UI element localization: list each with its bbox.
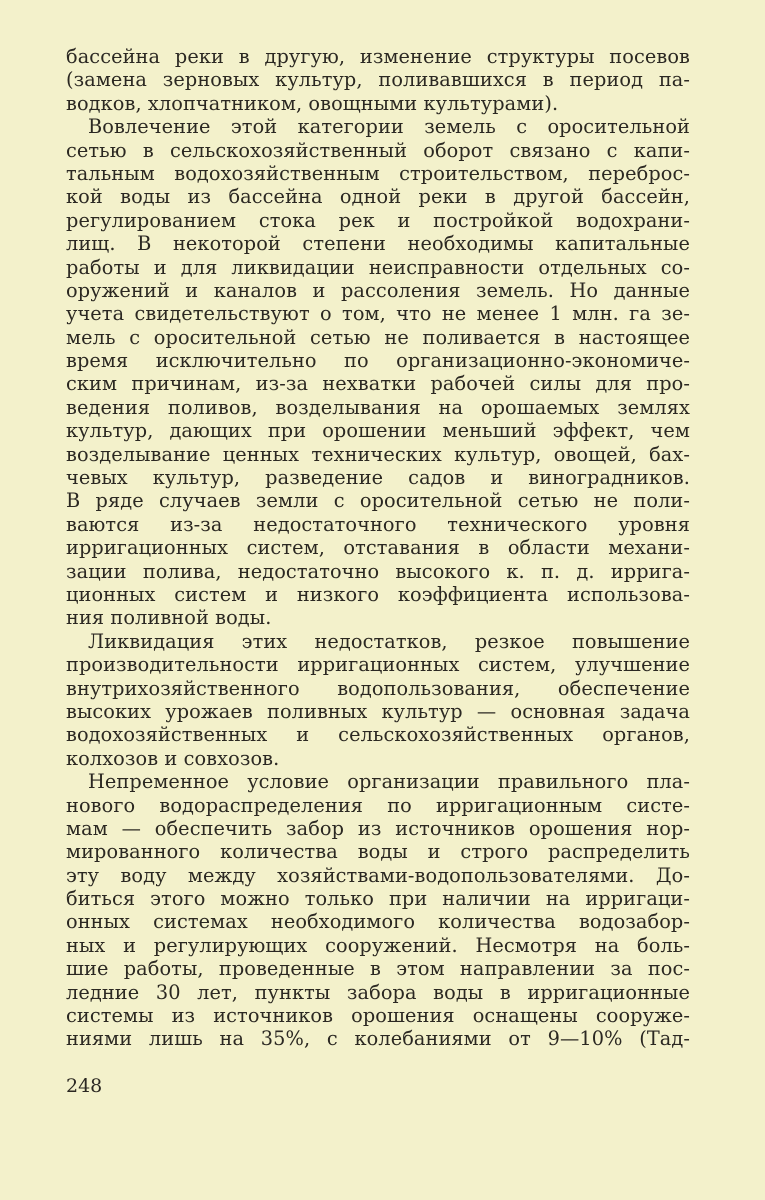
text-line: (замена зерновых культур, поливавшихся в период па- — [66, 68, 690, 92]
text-line: тальным водохозяйственным строительством, переброс- — [66, 161, 690, 185]
text-line: учета свидетельствуют о том, что не менее 1 млн. га зе- — [66, 302, 690, 326]
text-line: сетью в сельскохозяйственный оборот связано с капи- — [66, 138, 690, 162]
text-line: ционных систем и низкого коэффициента использова- — [66, 582, 690, 606]
text-line: эту воду между хозяйствами-водопользователями. До- — [66, 863, 690, 887]
text-line: системы из источников орошения оснащены сооруже- — [66, 1004, 690, 1028]
text-line: работы и для ликвидации неисправности отдельных со- — [66, 255, 690, 279]
text-line: ским причинам, из-за нехватки рабочей силы для про- — [66, 372, 690, 396]
text-line: мам — обеспечить забор из источников орошения нор- — [66, 816, 690, 840]
text-line: Ликвидация этих недостатков, резкое повышение — [88, 629, 690, 653]
text-line: внутрихозяйственного водопользования, обеспечение — [66, 676, 690, 700]
page-number: 248 — [66, 1075, 103, 1097]
text-line: лищ. В некоторой степени необходимы капитальные — [66, 232, 690, 256]
text-line: онных системах необходимого количества водозабор- — [66, 910, 690, 934]
text-line: Непременное условие организации правильного пла- — [88, 770, 690, 794]
text-line: ваются из-за недостаточного технического уровня — [66, 512, 690, 536]
text-line: кой воды из бассейна одной реки в другой бассейн, — [66, 185, 690, 209]
text-line: шие работы, проведенные в этом направлении за пос- — [66, 957, 690, 981]
text-line: производительности ирригационных систем, улучшение — [66, 653, 690, 677]
text-line: мель с оросительной сетью не поливается в настоящее — [66, 325, 690, 349]
text-line: ниями лишь на 35%, с колебаниями от 9—10% (Тад- — [66, 1027, 690, 1051]
body-text — [66, 45, 690, 1051]
text-line: водков, хлопчатником, овощными культурами). — [66, 91, 559, 115]
text-line: ирригационных систем, отставания в области механи- — [66, 536, 690, 560]
text-line: оружений и каналов и рассоления земель. Но данные — [66, 278, 690, 302]
text-line: биться этого можно только при наличии на ирригаци- — [66, 887, 690, 911]
text-line: водохозяйственных и сельскохозяйственных органов, — [66, 723, 690, 747]
text-line: бассейна реки в другую, изменение структуры посевов — [66, 45, 690, 68]
text-line: время исключительно по организационно-экономиче- — [66, 349, 690, 373]
text-line: зации полива, недостаточно высокого к. п. д. ирригa- — [66, 559, 690, 583]
text-line: высоких урожаев поливных культур — основная задача — [66, 699, 690, 723]
text-line: культур, дающих при орошении меньший эффект, чем — [66, 419, 690, 443]
text-line: В ряде случаев земли с оросительной сетью не поли- — [66, 489, 690, 513]
text-line: нового водораспределения по ирригационным систе- — [66, 793, 690, 817]
text-line: ведения поливов, возделывания на орошаемых землях — [66, 395, 690, 419]
text-line: возделывание ценных технических культур, овощей, бах- — [66, 442, 690, 466]
text-line: Вовлечение этой категории земель с оросительной — [88, 115, 690, 139]
text-line: ния поливной воды. — [66, 606, 272, 630]
text-line: мированного количества воды и строго распределить — [66, 840, 690, 864]
text-line: колхозов и совхозов. — [66, 746, 280, 770]
text-line: чевых культур, разведение садов и виноградников. — [66, 466, 690, 490]
text-line: ледние 30 лет, пункты забора воды в ирригационные — [66, 980, 690, 1004]
text-line: регулированием стока рек и постройкой водохрани- — [66, 208, 690, 232]
text-line: ных и регулирующих сооружений. Несмотря на боль- — [66, 933, 690, 957]
